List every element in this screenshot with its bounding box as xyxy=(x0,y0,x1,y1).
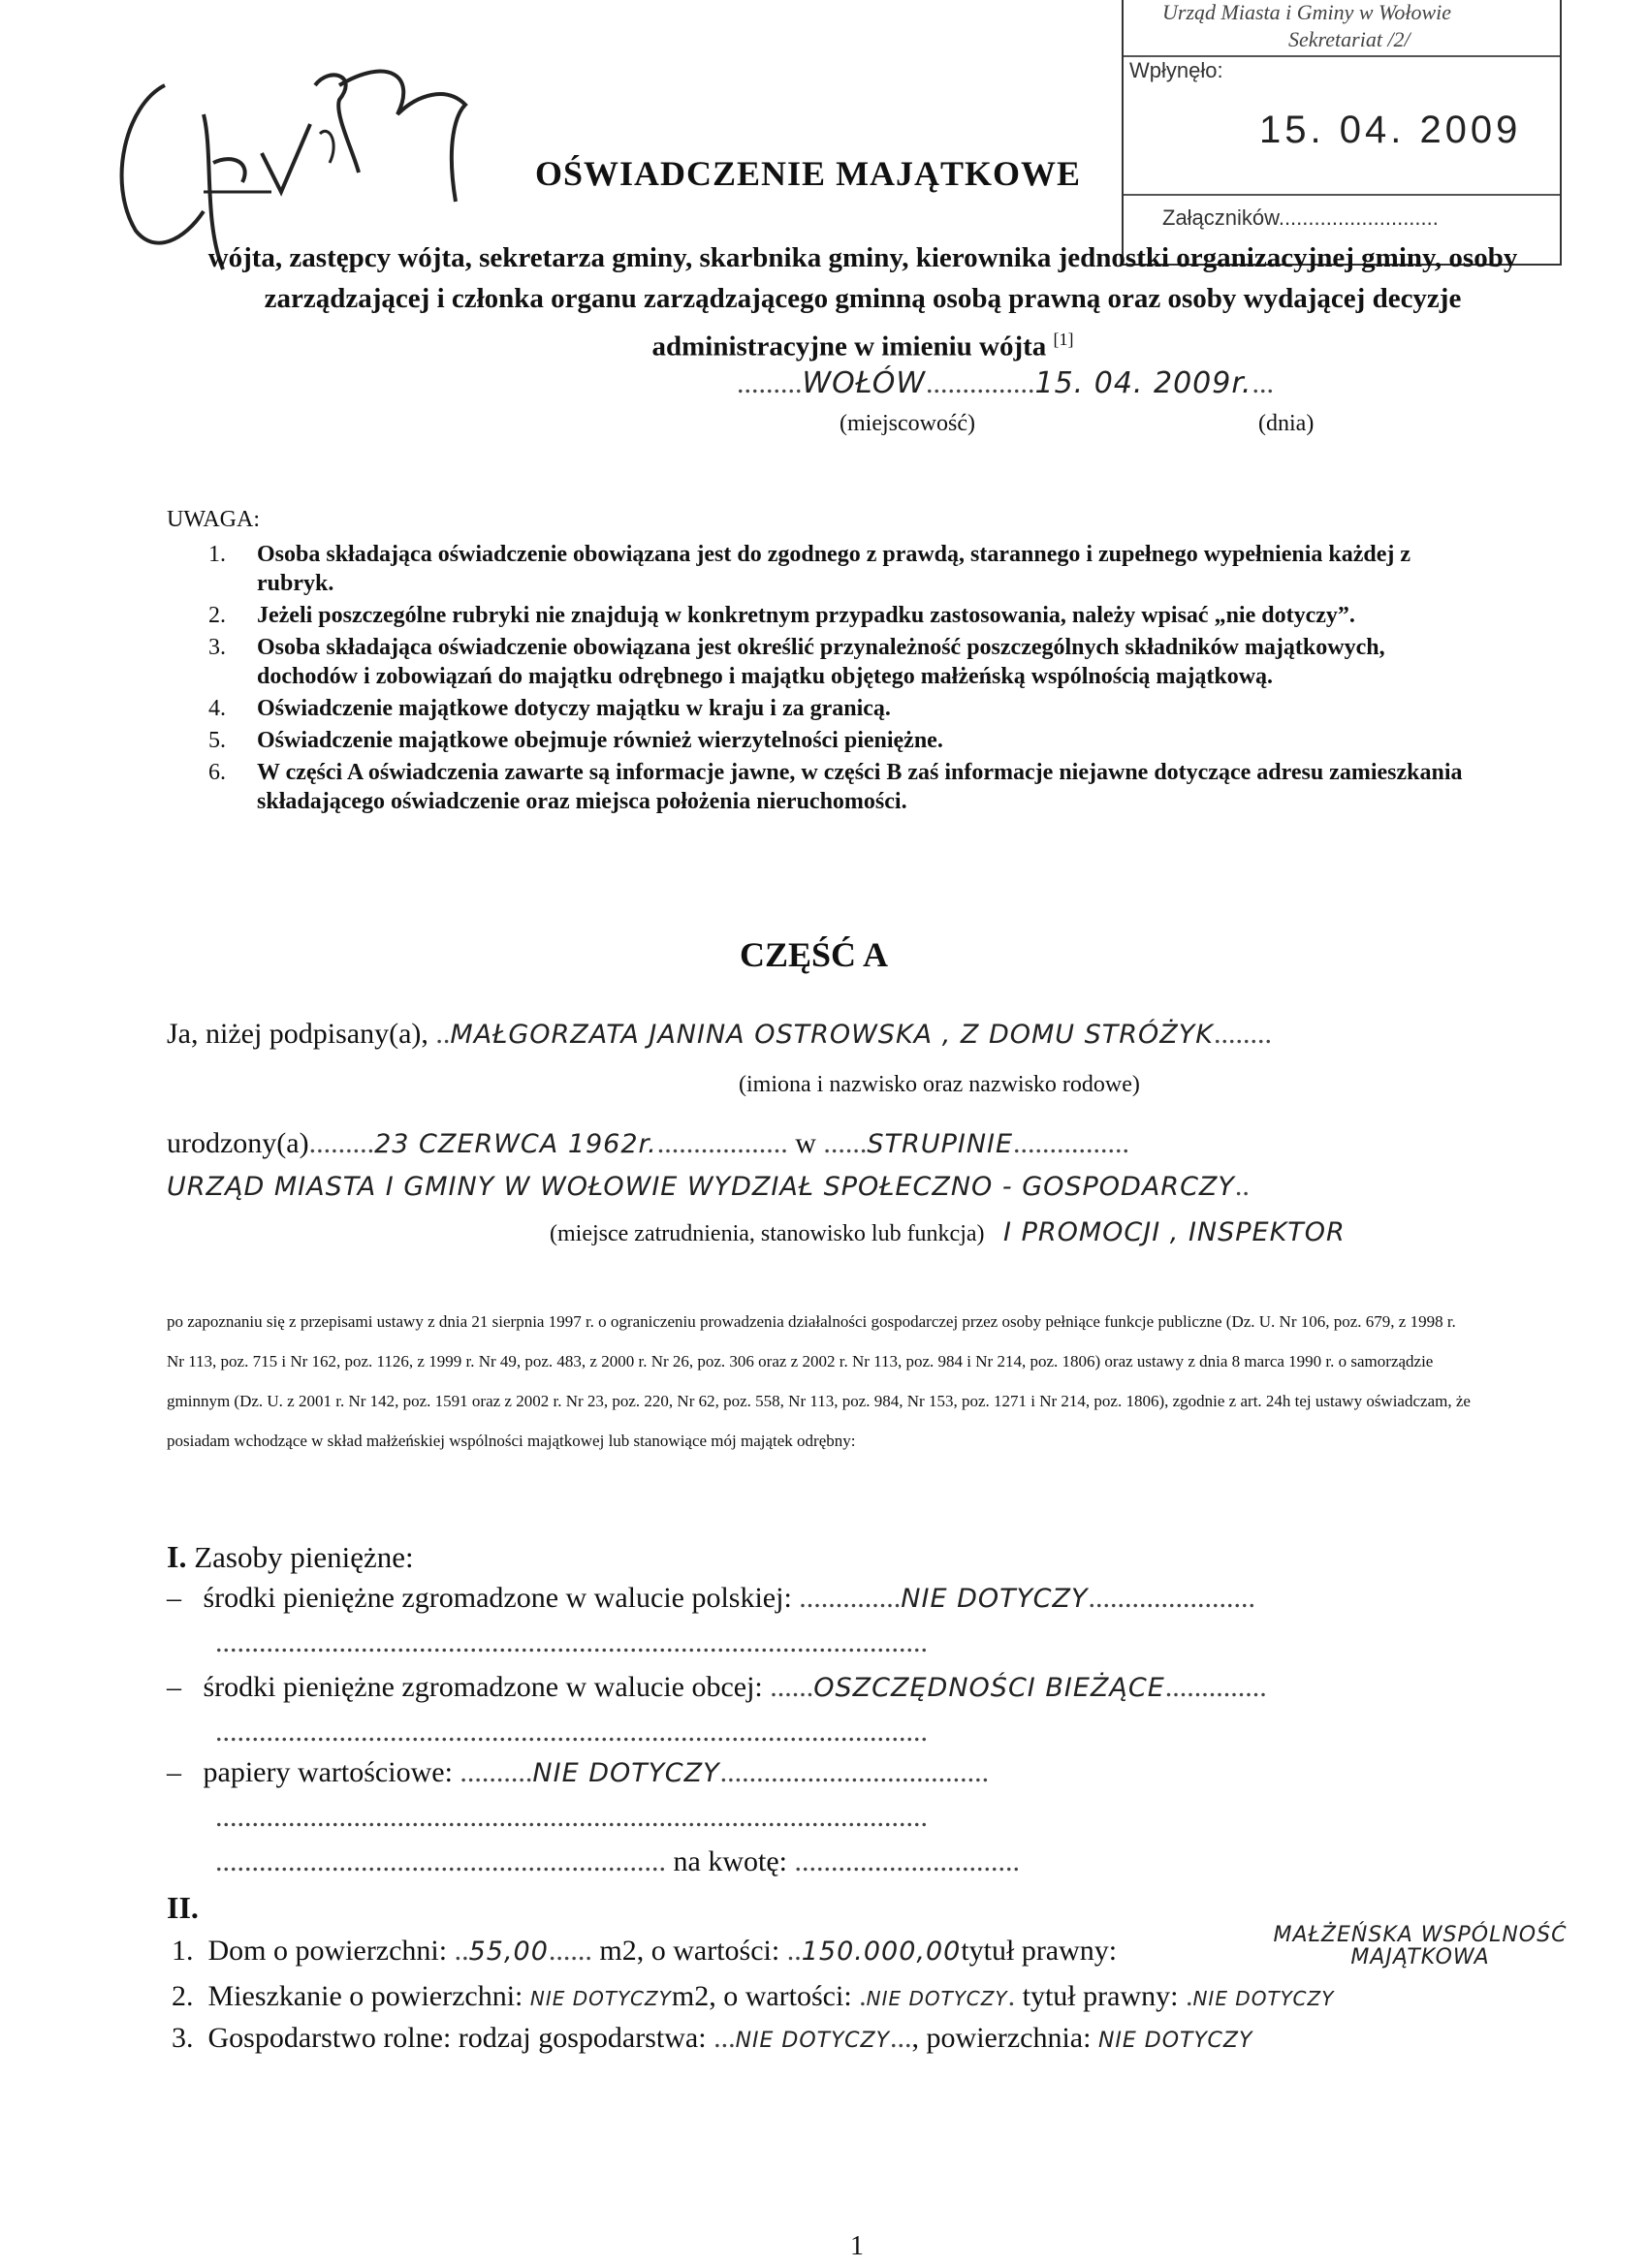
house-label: Dom o powierzchni: xyxy=(207,1935,448,1967)
stamp-org: Urząd Miasta i Gminy w Wołowie xyxy=(1162,0,1452,24)
flat-area-value: NIE DOTYCZY xyxy=(529,1987,672,2010)
note-item: 6. W części A oświadczenia zawarte są informacje jawne, w części B zaś informacje niejawne dotyczące adresu zamieszkania składającego oświadczenie oraz miejsca położenia nieruchomości. xyxy=(208,760,1463,814)
note-item: 5. Oświadczenie majątkowe obejmuje również wierzytelności pieniężne. xyxy=(208,728,943,753)
part-a-heading: CZĘŚĆ A xyxy=(740,935,889,974)
stamp-divider xyxy=(1124,194,1560,196)
house-area-value: 55,00 xyxy=(468,1937,549,1967)
foreign-continuation-line: .................................................................................................. xyxy=(215,1716,928,1748)
notes-list xyxy=(208,540,1469,819)
stamp-received-date: 15. 04. 2009 xyxy=(1259,109,1522,151)
declarant-value: MAŁGORZATA JANINA OSTROWSKA , Z DOMU STRÓŻYK xyxy=(450,1020,1214,1050)
employment-caption-row xyxy=(550,1215,1346,1248)
securities-amount-row: .............................................................. na kwotę: ............................... xyxy=(215,1845,1020,1877)
flat-label: Mieszkanie o powierzchni: xyxy=(207,1980,523,2012)
document-title: OŚWIADCZENIE MAJĄTKOWE xyxy=(535,154,1082,193)
farm-row: 3. Gospodarstwo rolne: rodzaj gospodarstwa: ...NIE DOTYCZY..., powierzchnia: NIE DOTYCZY xyxy=(172,2022,1253,2054)
flat-title-label: tytuł prawny: xyxy=(1022,1980,1179,2012)
note-item: 1. Osoba składająca oświadczenie obowiązana jest do zgodnego z prawdą, starannego i zupełnego wypełnienia każdej z rubryk. xyxy=(208,542,1411,596)
employment-value: URZĄD MIASTA I GMINY W WOŁOWIE WYDZIAŁ SPOŁECZNO - GOSPODARCZY xyxy=(167,1172,1235,1202)
place-date-row: .........WOŁÓW...............15. 04. 2009r.... xyxy=(737,366,1274,400)
house-unit: m2, o wartości: xyxy=(599,1935,780,1967)
securities-continuation-line: .................................................................................................. xyxy=(215,1801,928,1833)
flat-unit: m2, o wartości: xyxy=(671,1980,852,2012)
born-in-label: w xyxy=(795,1127,816,1159)
house-title-label: tytuł prawny: xyxy=(961,1935,1118,1967)
flat-num: 2. xyxy=(172,1980,194,2012)
securities-row: – papiery wartościowe: ..........NIE DOTYCZY..................................... xyxy=(167,1756,990,1788)
declarant-label: Ja, niżej podpisany(a), xyxy=(167,1018,428,1050)
farm-num: 3. xyxy=(172,2022,194,2054)
pln-value: NIE DOTYCZY xyxy=(901,1584,1089,1614)
date-value: 15. 04. 2009r. xyxy=(1034,366,1252,400)
birth-row: urodzony(a).........23 CZERWCA 1962r................... w ......STRUPINIE................ xyxy=(167,1127,1130,1159)
date-caption: (dnia) xyxy=(1258,411,1315,436)
foreign-row: – środki pieniężne zgromadzone w walucie obcej: ......OSZCZĘDNOŚCI BIEŻĄCE.............. xyxy=(167,1671,1267,1703)
declarant-row: Ja, niżej podpisany(a), ..MAŁGORZATA JANINA OSTROWSKA , Z DOMU STRÓŻYK........ xyxy=(167,1018,1272,1050)
farm-type-label: rodzaj gospodarstwa: xyxy=(458,2022,707,2054)
foreign-value: OSZCZĘDNOŚCI BIEŻĄCE xyxy=(813,1673,1165,1703)
section-2-heading xyxy=(167,1890,199,1926)
securities-label: papiery wartościowe: xyxy=(203,1756,453,1788)
pln-label: środki pieniężne zgromadzone w walucie polskiej: xyxy=(203,1582,792,1614)
employment-caption: (miejsce zatrudnienia, stanowisko lub funkcja) xyxy=(550,1221,985,1246)
securities-value: NIE DOTYCZY xyxy=(532,1758,720,1788)
flat-row: 2. Mieszkanie o powierzchni: NIE DOTYCZYm2, o wartości: .NIE DOTYCZY. tytuł prawny: .NIE DOTYCZY xyxy=(172,1980,1335,2012)
employment-row: URZĄD MIASTA I GMINY W WOŁOWIE WYDZIAŁ SPOŁECZNO - GOSPODARCZY.. xyxy=(167,1170,1250,1202)
registration-stamp xyxy=(1122,0,1562,266)
subtitle-text: wójta, zastępcy wójta, sekretarza gminy, skarbnika gminy, kierownika jednostki organizacyjnej gminy, osoby zarządzającej i członka organu zarządzającego gminną osobą prawną oraz osoby wydającej decyzje administracyjne w imieniu wójta xyxy=(207,242,1518,362)
declarant-caption: (imiona i nazwisko oraz nazwisko rodowe) xyxy=(739,1072,1140,1097)
page-number: 1 xyxy=(850,2231,864,2261)
section-1-heading xyxy=(167,1539,414,1575)
place-caption: (miejscowość) xyxy=(840,411,975,436)
farm-area-value: NIE DOTYCZY xyxy=(1097,2029,1253,2053)
position-value: I PROMOCJI , INSPEKTOR xyxy=(1003,1217,1346,1247)
stamp-received-label: Wpłynęło: xyxy=(1129,58,1223,82)
section-1-title: Zasoby pieniężne: xyxy=(194,1540,414,1574)
farm-type-value: NIE DOTYCZY xyxy=(735,2029,891,2053)
notes-heading: UWAGA: xyxy=(167,507,260,532)
farm-label: Gospodarstwo rolne: xyxy=(207,2022,452,2054)
note-item: 3. Osoba składająca oświadczenie obowiązana jest określić przynależność poszczególnych składników majątkowych, dochodów i zobowiązań do majątku odrębnego i majątku objętego małżeńską wspólnością majątkową. xyxy=(208,635,1385,689)
stamp-divider xyxy=(1124,55,1560,57)
footnote-marker: [1] xyxy=(1053,330,1074,349)
place-value: WOŁÓW xyxy=(802,366,926,400)
house-value: 150.000,00 xyxy=(801,1937,962,1967)
note-item: 4. Oświadczenie majątkowe dotyczy majątku w kraju i za granicą. xyxy=(208,696,891,721)
flat-value: NIE DOTYCZY xyxy=(866,1987,1008,2010)
stamp-attachments-label: Załączników........................... xyxy=(1162,205,1439,230)
house-title-value: MAŁŻEŃSKA WSPÓLNOŚĆ MAJĄTKOWA xyxy=(1273,1923,1568,1969)
pln-continuation-line: .................................................................................................. xyxy=(215,1626,928,1658)
note-item: 2. Jeżeli poszczególne rubryki nie znajdują w konkretnym przypadku zastosowania, należy wpisać „nie dotyczy”. xyxy=(208,603,1355,628)
legal-basis-text: po zapoznaniu się z przepisami ustawy z dnia 21 sierpnia 1997 r. o ograniczeniu prowadzenia działalności gospodarczej przez osoby pełniące funkcje publiczne (Dz. U. Nr 106, poz. 679, z 1998 r. Nr 113, poz. 715 i Nr 162, poz. 1126, z 1999 r. Nr 49, poz. 483, z 2000 r. Nr 26, poz. 306 oraz z 2002 r. Nr 113, poz. 984 i Nr 214, poz. 1806) oraz ustawy z dnia 8 marca 1990 r. o samorządzie gminnym (Dz. U. z 2001 r. Nr 142, poz. 1591 oraz z 2002 r. Nr 23, poz. 220, Nr 62, poz. 558, Nr 113, poz. 984, Nr 153, poz. 1271 i Nr 214, poz. 1806), zgodnie z art. 24h tej ustawy oświadczam, że posiadam wchodzące w skład małżeńskiej wspólności majątkowej lub stanowiące mój majątek odrębny: xyxy=(167,1312,1471,1450)
born-date-value: 23 CZERWCA 1962r. xyxy=(374,1129,657,1159)
section-2-numeral: II. xyxy=(167,1890,199,1925)
stamp-office: Sekretariat /2/ xyxy=(1288,27,1410,51)
born-label: urodzony(a) xyxy=(167,1127,309,1159)
foreign-label: środki pieniężne zgromadzone w walucie obcej: xyxy=(203,1671,763,1703)
house-num: 1. xyxy=(172,1935,194,1967)
flat-title-value: NIE DOTYCZY xyxy=(1192,1987,1335,2010)
house-row: 1. Dom o powierzchni: ..55,00...... m2, o wartości: ..150.000,00tytuł prawny: xyxy=(172,1935,1118,1967)
house-title-box xyxy=(1260,1924,1580,1969)
pln-row: – środki pieniężne zgromadzone w walucie polskiej: ..............NIE DOTYCZY....................... xyxy=(167,1582,1255,1614)
farm-area-label: , powierzchnia: xyxy=(911,2022,1092,2054)
document-subtitle xyxy=(184,237,1541,367)
born-place-value: STRUPINIE xyxy=(867,1129,1014,1159)
amount-label: na kwotę: xyxy=(673,1845,787,1877)
section-1-numeral: I. xyxy=(167,1539,187,1574)
